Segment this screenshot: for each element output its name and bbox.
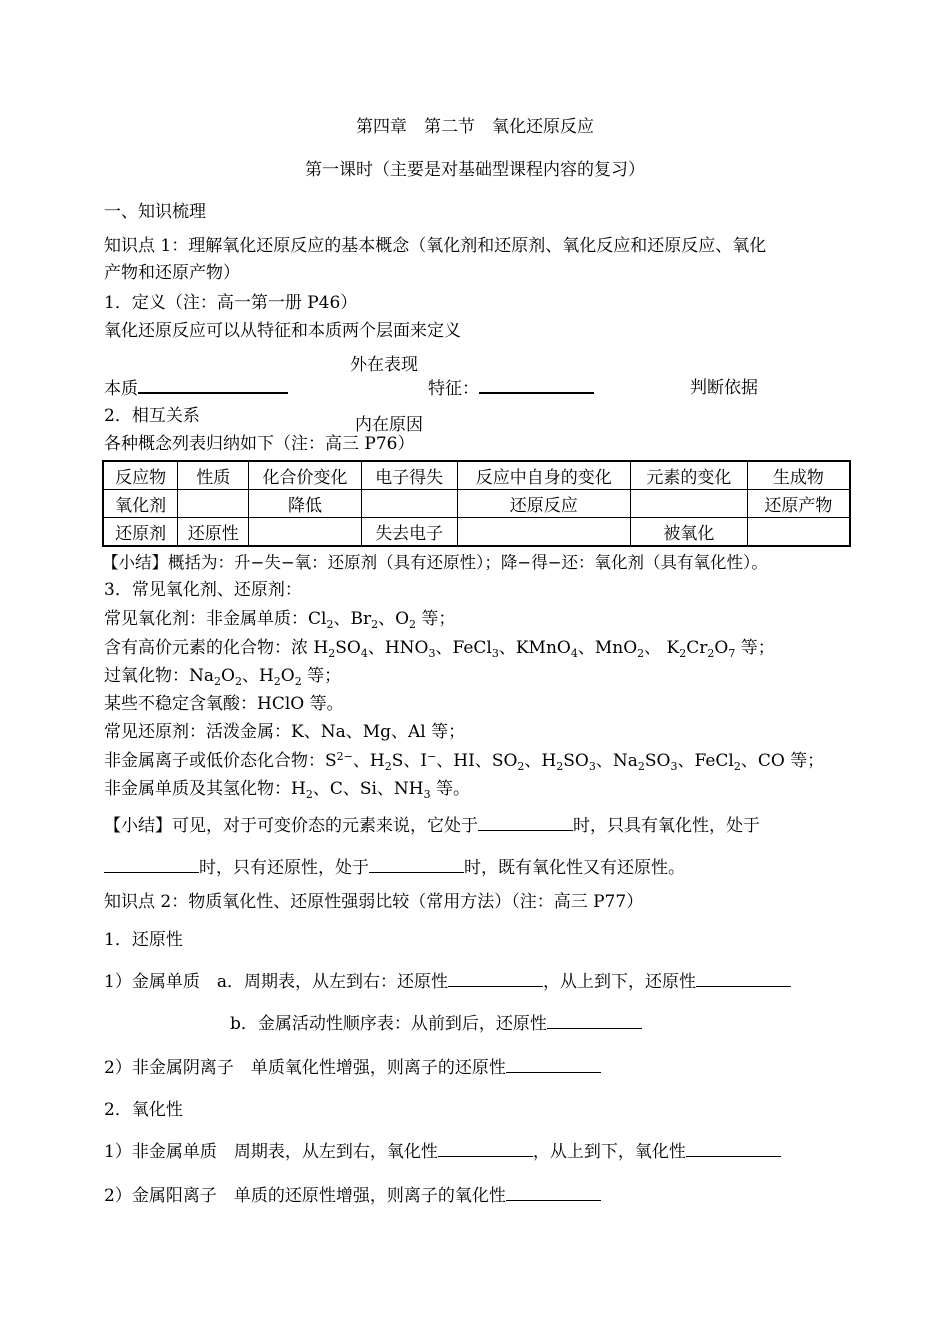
metal-cation-row — [104, 1186, 601, 1206]
table-cell: 还原剂 — [103, 518, 178, 547]
summary-2-line2 — [104, 858, 685, 878]
table-cell: 失去电子 — [361, 518, 457, 547]
metal-activity-text: b．金属活动性顺序表：从前到后，还原性 — [230, 1014, 547, 1034]
answer-blank — [478, 816, 573, 831]
table-cell: 还原产物 — [747, 490, 850, 518]
common-oxidants: 常见氧化剂：非金属单质：$Cl_2$、$Br_2$、$O_2$ 等； — [104, 609, 456, 631]
separator: 、 — [378, 609, 396, 629]
table-cell: 还原性 — [178, 518, 249, 547]
table-cell: 降低 — [249, 490, 362, 518]
summary-1: 【小结】概括为：升−失−氧：还原剂（具有还原性）；降−得−还：氧化剂（具有氧化性）。 — [102, 553, 768, 572]
etc-text: 等。 — [436, 779, 471, 799]
nonmetal-hydrides: 非金属单质及其氢化物：$H_2$、C、Si、$NH_3$ 等。 — [104, 779, 471, 801]
common-heading: 3．常见氧化剂、还原剂： — [104, 580, 302, 600]
page-subtitle: 第一课时（主要是对基础型课程内容的复习） — [305, 160, 645, 180]
essence-blank — [138, 378, 288, 394]
table-row — [103, 518, 850, 547]
formula: Cl — [308, 609, 327, 629]
high-valence-compounds: 含有高价元素的化合物：浓 $H_2SO_4$、$HNO_3$、FeCl$_3$、KMnO$_4$、MnO$_2$、 $K_2Cr_2O_7$ 等； — [104, 638, 775, 660]
answer-blank — [506, 1058, 601, 1073]
formula: O — [395, 609, 410, 629]
summary-2-line1 — [104, 816, 760, 836]
reducibility-heading: 1．还原性 — [104, 930, 183, 950]
etc-text: 等； — [307, 666, 342, 686]
oxidizability-heading: 2．氧化性 — [104, 1100, 183, 1120]
separator: 、 — [333, 609, 351, 629]
answer-blank — [369, 858, 464, 873]
essence-label: 本质 — [104, 379, 138, 399]
answer-blank — [686, 1142, 781, 1157]
section-heading: 一、知识梳理 — [104, 202, 206, 222]
concept-table — [102, 460, 851, 547]
summary-2-text: 时，只有还原性，处于 — [199, 858, 369, 878]
table-cell — [249, 518, 362, 547]
table-cell: 氧化剂 — [103, 490, 178, 518]
nonmetal-periodic-text: ，从上到下，氧化性 — [532, 1142, 686, 1162]
table-header: 性质 — [178, 461, 249, 490]
table-header: 元素的变化 — [631, 461, 748, 490]
table-header: 化合价变化 — [249, 461, 362, 490]
nonmetal-periodic-row — [104, 1142, 781, 1162]
peroxides: 过氧化物：$Na_2O_2$、$H_2O_2$ 等； — [104, 666, 342, 688]
nonmetal-anion-text: 2）非金属阴离子 单质氧化性增强，则离子的还原性 — [104, 1058, 506, 1078]
page-title: 第四章 第二节 氧化还原反应 — [356, 117, 594, 137]
compounds-label: 含有高价元素的化合物：浓 — [104, 638, 314, 658]
answer-blank — [547, 1014, 642, 1029]
metal-cation-text: 2）金属阳离子 单质的还原性增强，则离子的氧化性 — [104, 1186, 506, 1206]
table-row — [103, 490, 850, 518]
etc-text: 等； — [421, 609, 456, 629]
kp1-title-line1: 知识点 1：理解氧化还原反应的基本概念（氧化剂和还原剂、氧化反应和还原反应、氧化 — [104, 236, 767, 256]
inner-label: 内在原因 — [355, 415, 423, 435]
relation-text: 各种概念列表归纳如下（注：高三 P76） — [104, 434, 415, 454]
summary-2-text: 时，只具有氧化性，处于 — [573, 816, 760, 836]
nonmetal-anion-row — [104, 1058, 601, 1078]
metal-periodic-row — [104, 972, 791, 992]
table-cell: 被氧化 — [631, 518, 748, 547]
metal-periodic-text: ，从上到下，还原性 — [542, 972, 696, 992]
summary-2-text: 时，既有氧化性又有还原性。 — [464, 858, 685, 878]
table-cell — [361, 490, 457, 518]
table-cell: 还原反应 — [457, 490, 630, 518]
table-cell — [457, 518, 630, 547]
feature-blank — [479, 378, 594, 394]
active-metals: 常见还原剂：活泼金属：K、Na、Mg、Al 等； — [104, 722, 466, 742]
basis-label: 判断依据 — [690, 378, 758, 398]
answer-blank — [438, 1142, 533, 1157]
etc-text: 等； — [790, 751, 825, 771]
unstable-acids: 某些不稳定含氧酸：HClO 等。 — [104, 694, 344, 714]
feature-row — [428, 378, 594, 399]
table-header: 反应中自身的变化 — [457, 461, 630, 490]
definition-heading: 1．定义（注：高一第一册 P46） — [104, 293, 358, 313]
kp1-title-line2: 产物和还原产物） — [104, 263, 240, 283]
summary-2-text: 【小结】可见，对于可变价态的元素来说，它处于 — [104, 816, 478, 836]
etc-text: 等； — [740, 638, 775, 658]
relation-heading: 2．相互关系 — [104, 406, 200, 426]
table-header: 反应物 — [103, 461, 178, 490]
table-header: 生成物 — [747, 461, 850, 490]
answer-blank — [104, 858, 199, 873]
table-header: 电子得失 — [361, 461, 457, 490]
table-cell — [747, 518, 850, 547]
answer-blank — [448, 972, 543, 987]
formula: Br — [350, 609, 372, 629]
outer-label: 外在表现 — [350, 355, 418, 375]
definition-text: 氧化还原反应可以从特征和本质两个层面来定义 — [104, 321, 461, 341]
peroxide-label: 过氧化物： — [104, 666, 189, 686]
answer-blank — [506, 1186, 601, 1201]
table-cell — [631, 490, 748, 518]
metal-periodic-text: 1）金属单质 a．周期表，从左到右：还原性 — [104, 972, 448, 992]
hydrides-label: 非金属单质及其氢化物： — [104, 779, 291, 799]
table-cell — [178, 490, 249, 518]
nonmetal-periodic-text: 1）非金属单质 周期表，从左到右，氧化性 — [104, 1142, 438, 1162]
essence-row — [104, 378, 288, 399]
low-valence-compounds: 非金属离子或低价态化合物：$S^{2-}$、$H_2S$、I−、HI、$SO_2$、$H_2SO_3$、$Na_2SO_3$、FeCl$_2$、CO 等； — [104, 750, 825, 773]
kp2-title: 知识点 2：物质氧化性、还原性强弱比较（常用方法）（注：高三 P77） — [104, 892, 644, 912]
ions-label: 非金属离子或低价态化合物： — [104, 751, 325, 771]
table-header-row — [103, 461, 850, 490]
oxidant-label: 常见氧化剂：非金属单质： — [104, 609, 308, 629]
answer-blank — [696, 972, 791, 987]
metal-activity-row — [230, 1014, 642, 1034]
feature-label: 特征： — [428, 379, 479, 399]
